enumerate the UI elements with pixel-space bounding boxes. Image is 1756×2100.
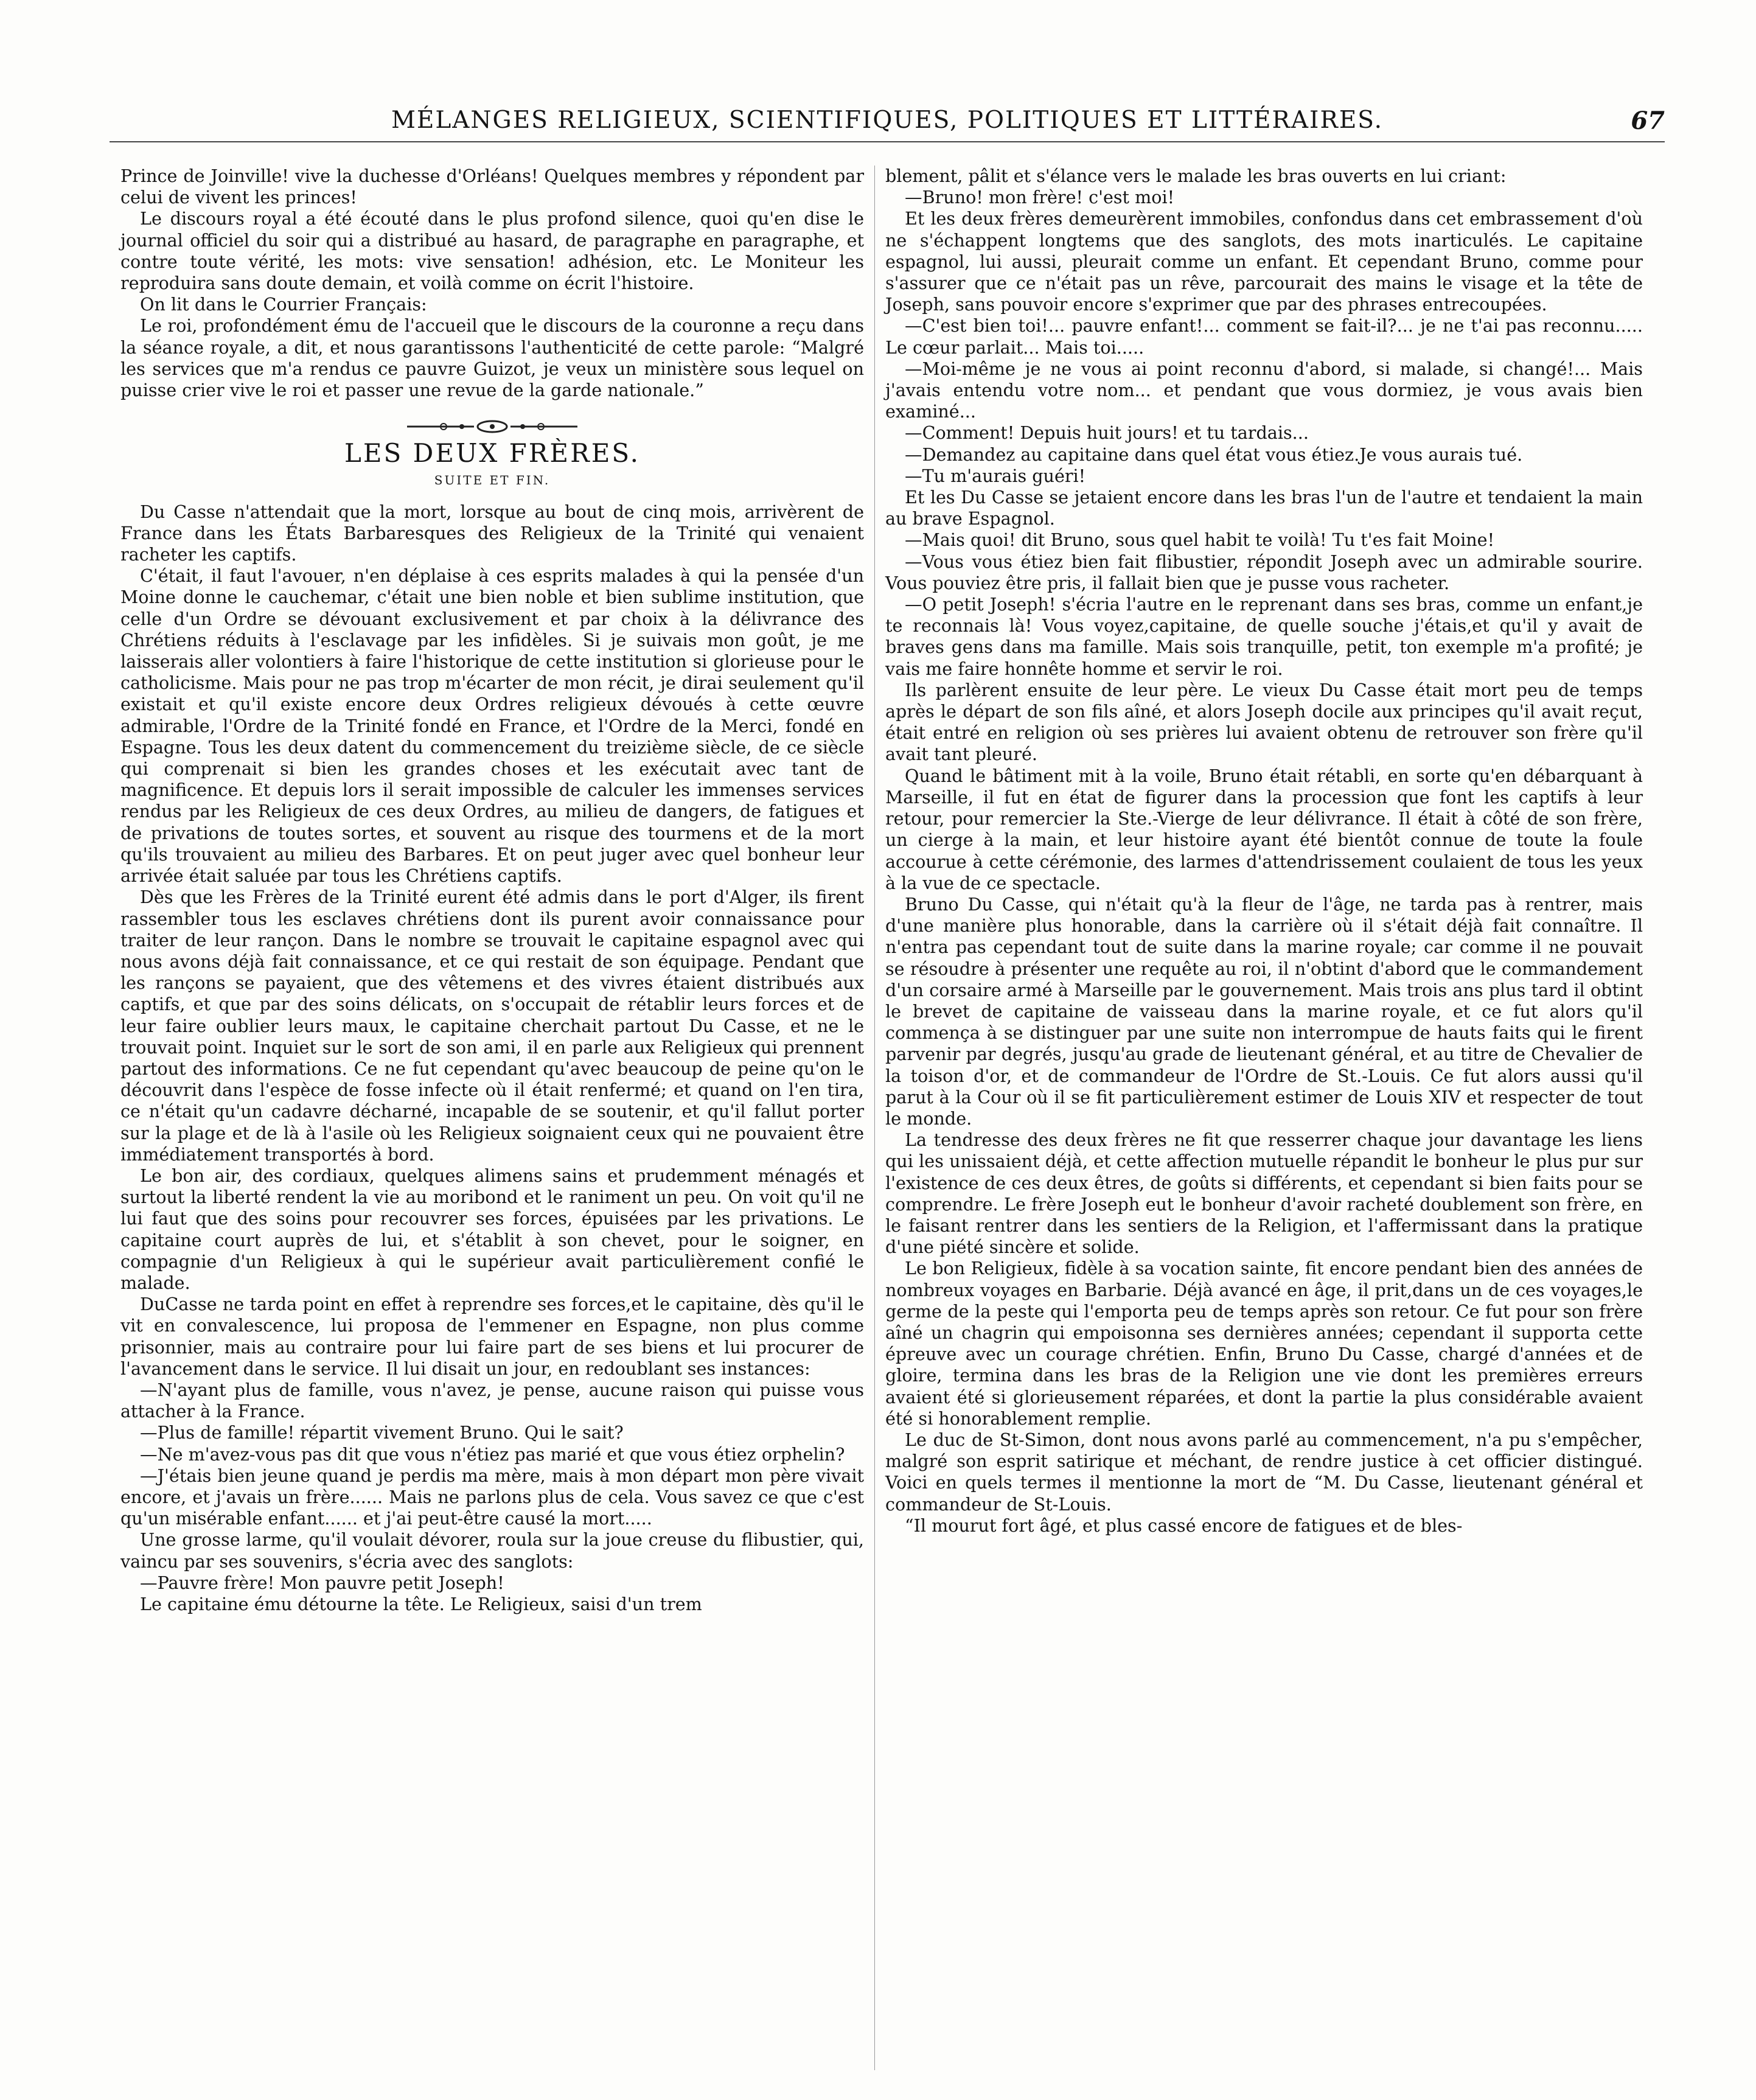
- dialogue-line: —Comment! Depuis huit jours! et tu tardais...: [905, 422, 1309, 444]
- body-paragraph: La tendresse des deux frères ne fit que resserrer chaque jour davantage les liens qui les unissaient déjà, et cette affection mutuelle répandit le bonheur le plus pur sur l'existence de ces deux êtres, de goûts si différents, et cependant si bien faits pour se comprendre. Le frère Joseph eut le bonheur d'avoir racheté doublement son frère, en le faisant rentrer dans les sentiers de la Religion, et l'affermissant dans la pratique d'une piété sincère et solide.: [885, 1129, 1643, 1258]
- body-paragraph: Une grosse larme, qu'il voulait dévorer, roula sur la joue creuse du flibustier, qui, vaincu par ses souvenirs, s'écria avec des sanglots:: [120, 1529, 864, 1572]
- ornament-icon: [401, 420, 584, 433]
- body-paragraph: Et les Du Casse se jetaient encore dans les bras l'un de l'autre et tendaient la main au brave Espagnol.: [885, 487, 1643, 529]
- dialogue-line: —J'étais bien jeune quand je perdis ma mère, mais à mon départ mon père vivait encore, et j'avais un frère...... Mais ne parlons plus de cela. Vous savez ce que c'est qu'un misérable enfant...... et j'ai peut-être causé la mort.....: [120, 1465, 864, 1529]
- intro-paragraph: On lit dans le Courrier Français:: [140, 294, 427, 315]
- header-rule: [110, 141, 1665, 142]
- ornament-divider: [120, 417, 864, 431]
- intro-paragraph: Le roi, profondément ému de l'accueil que le discours de la couronne a reçu dans la séance royale, a dit, et nous garantissons l'authenticité de cette parole: “Malgré les services que m'a rendus ce pauvre Guizot, je veux un ministère sous lequel on puisse crier vive le roi et passer une revue de la garde nationale.”: [120, 315, 864, 401]
- dialogue-line: —C'est bien toi!... pauvre enfant!... comment se fait-il?... je ne t'ai pas reconnu..... Le cœur parlait... Mais toi.....: [885, 315, 1643, 358]
- page-number: 67: [1631, 106, 1665, 135]
- running-title: MÉLANGES RELIGIEUX, SCIENTIFIQUES, POLITIQUES ET LITTÉRAIRES.: [391, 106, 1384, 134]
- quote-paragraph: “Il mourut fort âgé, et plus cassé encore de fatigues et de bles-: [905, 1515, 1463, 1536]
- body-paragraph: blement, pâlit et s'élance vers le malade les bras ouverts en lui criant:: [885, 166, 1507, 186]
- body-paragraph: Ils parlèrent ensuite de leur père. Le vieux Du Casse était mort peu de temps après le départ de son fils aîné, et alors Joseph docile aux principes qu'il avait reçut, était entré en religion où ses prières lui avaient obtenu de retrouver son frère qu'il avait tant pleuré.: [885, 679, 1643, 765]
- body-paragraph: Dès que les Frères de la Trinité eurent été admis dans le port d'Alger, ils firent rassembler tous les esclaves chrétiens dont ils purent avoir connaissance pour traiter de leur rançon. Dans le nombre se trouvait le capitaine espagnol avec qui nous avons déjà fait connaissance, et ce qui restait de son équipage. Pendant que les rançons se payaient, que des vêtemens et des vivres étaient distribués aux captifs, et que par des soins délicats, on s'occupait de rétablir leurs forces et de leur faire oublier leurs maux, le capitaine cherchait partout Du Casse, et ne le trouvait point. Inquiet sur le sort de son ami, il en parle aux Religieux qui prennent partout des informations. Ce ne fut cependant qu'avec beaucoup de peine qu'on le découvrit dans l'espèce de fosse infecte où il était renfermé; et quand on l'en tira, ce n'était qu'un cadavre décharné, incapable de se soutenir, et qu'il fallut porter sur la plage et de là à l'asile où les Religieux soignaient ceux qui ne pouvaient être immédiatement transportés à bord.: [120, 887, 864, 1165]
- body-paragraph: Le duc de St-Simon, dont nous avons parlé au commencement, n'a pu s'empêcher, malgré son esprit satirique et méchant, de rendre justice à cet officier distingué. Voici en quels termes il mentionne la mort de “M. Du Casse, lieutenant général et commandeur de St-Louis.: [885, 1429, 1643, 1515]
- intro-paragraph: Le discours royal a été écouté dans le plus profond silence, quoi qu'en dise le journal officiel du soir qui a distribué au hasard, de paragraphe en paragraphe, et contre toute vérité, les mots: vive sensation! adhésion, etc. Le Moniteur les reproduira sans doute demain, et voilà comme on écrit l'histoire.: [120, 208, 864, 294]
- body-paragraph: DuCasse ne tarda point en effet à reprendre ses forces,et le capitaine, dès qu'il le vit en convalescence, lui proposa de l'emmener en Espagne, non plus comme prisonnier, mais au contraire pour lui faire part de ses biens et lui procurer de l'avancement dans le service. Il lui disait un jour, en redoublant ses instances:: [120, 1294, 864, 1379]
- intro-paragraph: Prince de Joinville! vive la duchesse d'Orléans! Quelques membres y répondent par celui de vivent les princes!: [120, 166, 864, 208]
- body-paragraph: Et les deux frères demeurèrent immobiles, confondus dans cet embrassement d'où ne s'échappent longtems que des sanglots, des mots inarticulés. Le capitaine espagnol, lui aussi, pleurait comme un enfant. Et cependant Bruno, comme pour s'assurer que ce n'était pas un rêve, parcourait des mains le visage et la tête de Joseph, sans pouvoir encore s'exprimer que par des phrases entrecoupées.: [885, 208, 1643, 315]
- dialogue-line: —Bruno! mon frère! c'est moi!: [905, 187, 1175, 208]
- dialogue-line: —Ne m'avez-vous pas dit que vous n'étiez pas marié et que vous étiez orphelin?: [140, 1443, 845, 1465]
- left-column: [120, 166, 864, 1615]
- dialogue-line: —N'ayant plus de famille, vous n'avez, je pense, aucune raison qui puisse vous attacher à la France.: [120, 1379, 864, 1422]
- body-paragraph: Le bon air, des cordiaux, quelques alimens sains et prudemment ménagés et surtout la liberté rendent la vie au moribond et le raniment un peu. On voit qu'il ne lui faut que des soins pour recouvrer ses forces, épuisées par les privations. Le capitaine court auprès de lui, et s'établit à son chevet, pour le soigner, en compagnie d'un Religieux à qui le supérieur avait particulièrement confié le malade.: [120, 1165, 864, 1293]
- dialogue-line: —Pauvre frère! Mon pauvre petit Joseph!: [140, 1572, 504, 1593]
- body-paragraph: Quand le bâtiment mit à la voile, Bruno était rétabli, en sorte qu'en débarquant à Marseille, il fut en état de figurer dans la procession que font les captifs à leur retour, pour remercier la Ste.-Vierge de leur délivrance. Il était à côté de son frère, un cierge à la main, et leur histoire ayant été bientôt connue de toute la foule accourue à cette cérémonie, des larmes d'attendrissement coulaient de tous les yeux à la vue de ce spectacle.: [885, 765, 1643, 893]
- page-header: [110, 106, 1665, 155]
- article-title: LES DEUX FRÈRES.: [344, 438, 640, 469]
- body-paragraph: Le capitaine ému détourne la tête. Le Religieux, saisi d'un trem: [140, 1594, 702, 1614]
- column-divider: [874, 166, 875, 2070]
- body-paragraph: Du Casse n'attendait que la mort, lorsque au bout de cinq mois, arrivèrent de France dans les États Barbaresques des Religieux de la Trinité qui venaient racheter les captifs.: [120, 501, 864, 565]
- dialogue-line: —O petit Joseph! s'écria l'autre en le reprenant dans ses bras, comme un enfant,je te reconnais là! Vous voyez,capitaine, de quelle souche j'étais,et qu'il y avait de braves gens dans ma famille. Mais sois tranquille, petit, ton exemple m'a profité; je vais me faire honnête homme et servir le roi.: [885, 594, 1643, 679]
- body-paragraph: Bruno Du Casse, qui n'était qu'à la fleur de l'âge, ne tarda pas à rentrer, mais d'une manière plus honorable, dans la carrière où il s'était déjà fait connaître. Il n'entra pas cependant tout de suite dans la marine royale; car comme il ne pouvait se résoudre à présenter une requête au roi, il n'obtint d'abord que le commandement d'un corsaire armé à Marseille par le gouvernement. Mais trois ans plus tard il obtint le brevet de capitaine de vaisseau dans la marine royale, et ce fut alors qu'il commença à se distinguer par une suite non interrompue de hauts faits qui le firent parvenir par degrés, jusqu'au grade de lieutenant général, et au titre de Chevalier de la toison d'or, et de commandeur de l'Ordre de St.-Louis. Ce fut alors aussi qu'il parut à la Cour où il se fit particulièrement estimer de Louis XIV et respecter de tout le monde.: [885, 893, 1643, 1129]
- body-paragraph: Le bon Religieux, fidèle à sa vocation sainte, fit encore pendant bien des années de nombreux voyages en Barbarie. Déjà avancé en âge, il prit,dans un de ces voyages,le germe de la peste qui l'emporta peu de temps après son retour. Ce fut pour son frère aîné un chagrin qui empoisonna ses dernières années; cependant il supporta cette épreuve avec un courage chrétien. Enfin, Bruno Du Casse, chargé d'années et de gloire, termina dans les bras de la Religion une vie dont les premières erreurs avaient été si glorieusement réparées, et dont la partie la plus considérable avaient été si honorablement remplie.: [885, 1258, 1643, 1429]
- body-paragraph: C'était, il faut l'avouer, n'en déplaise à ces esprits malades à qui la pensée d'un Moine donne le cauchemar, c'était une bien noble et bien sublime institution, que celle d'un Ordre se dévouant exclusivement et par choix à la délivrance des Chrétiens réduits à l'esclavage par les infidèles. Si je suivais mon goût, je me laisserais aller volontiers à faire l'historique de cette institution si glorieuse pour le catholicisme. Mais pour ne pas trop m'écarter de mon récit, je dirai seulement qu'il existait et qu'il existe encore deux Ordres religieux dévoués à cette œuvre admirable, l'Ordre de la Trinité fondé en France, et l'Ordre de la Merci, fondé en Espagne. Tous les deux datent du commencement du treizième siècle, de ce siècle qui comprenait si bien les grandes choses et les exécutait avec tant de magnificence. Et depuis lors il serait impossible de calculer les immenses services rendus par les Religieux de ces deux Ordres, au milieu de dangers, de fatigues et de privations de toutes sortes, et souvent au risque des tourmens et de la mort qu'ils trouvaient au milieu des Barbares. Et on peut juger avec quel bonheur leur arrivée était saluée par tous les Chrétiens captifs.: [120, 565, 864, 887]
- dialogue-line: —Moi-même je ne vous ai point reconnu d'abord, si malade, si changé!... Mais j'avais entendu votre nom... et pendant que vous dormiez, je vous avais bien examiné...: [885, 358, 1643, 422]
- article-subtitle: SUITE ET FIN.: [434, 473, 551, 488]
- dialogue-line: —Vous vous étiez bien fait flibustier, répondit Joseph avec un admirable sourire. Vous pouviez être pris, il fallait bien que je pusse vous racheter.: [885, 551, 1643, 593]
- dialogue-line: —Tu m'aurais guéri!: [905, 465, 1086, 486]
- right-column: [885, 166, 1643, 1537]
- dialogue-line: —Demandez au capitaine dans quel état vous étiez.Je vous aurais tué.: [905, 444, 1523, 465]
- dialogue-line: —Plus de famille! répartit vivement Bruno. Qui le sait?: [140, 1422, 624, 1443]
- dialogue-line: —Mais quoi! dit Bruno, sous quel habit te voilà! Tu t'es fait Moine!: [905, 529, 1495, 551]
